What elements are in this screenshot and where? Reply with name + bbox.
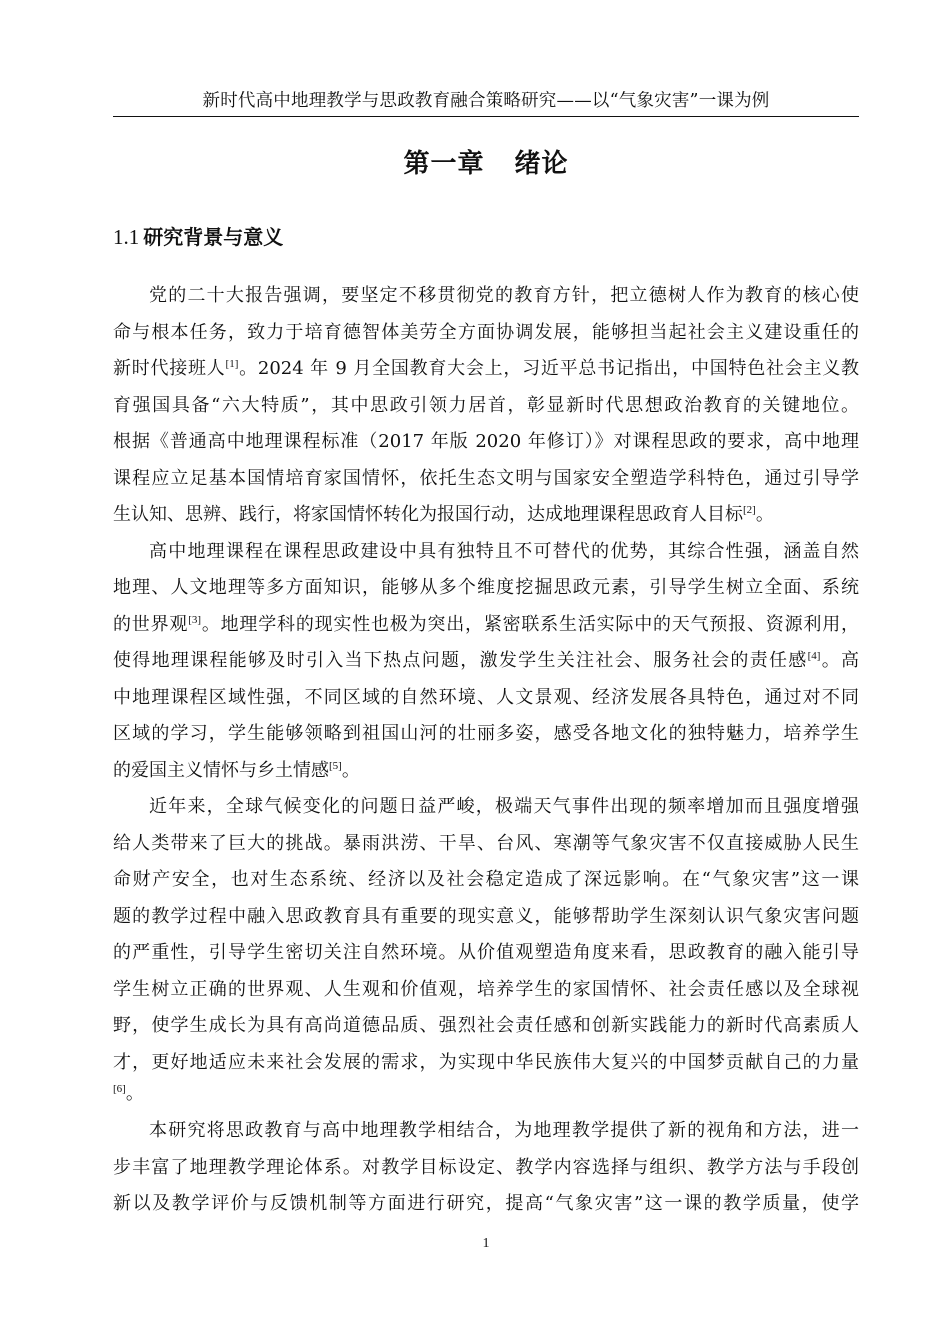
paragraph-line: 党的二十大报告强调，要坚定不移贯彻党的教育方针，把立德树人作为教育的核心使 — [149, 285, 859, 306]
paragraph-line: 高中地理课程在课程思政建设中具有独特且不可替代的优势，其综合性强，涵盖自然 — [149, 540, 859, 562]
paragraph-1 — [113, 278, 859, 534]
line-text: 生认知、思辨、践行，将家国情怀转化为报国行动，达成地理课程思政育人目标 — [113, 504, 743, 525]
paragraph-line: 学生树立正确的世界观、人生观和价值观，培养学生的家国情怀、社会责任感以及全球视 — [113, 978, 859, 1000]
line-text: 的爱国主义情怀与乡土情感 — [113, 759, 329, 781]
line-text: 。 — [755, 504, 774, 525]
paragraph-line — [113, 351, 859, 388]
line-text: 。2024 年 9 月全国教育大会上，习近平总书记指出，中国特色社会主义教 — [238, 358, 859, 379]
paragraph-line — [113, 607, 859, 644]
line-text: 的世界观 — [113, 613, 189, 635]
chapter-name: 绪论 — [514, 149, 569, 179]
section-heading — [113, 222, 283, 252]
paragraph-line: 根据《普通高中地理课程标准（2017 年版 2020 年修订）》对课程思政的要求，高中地理 — [113, 431, 859, 452]
paragraph-line: 步丰富了地理教学理论体系。对教学目标设定、教学内容选择与组织、教学方法与手段创 — [113, 1156, 859, 1178]
paragraph-line: 育强国具备“六大特质”，其中思政引领力居首，彰显新时代思想政治教育的关键地位。 — [113, 394, 859, 416]
paragraph-line: 野，使学生成长为具有高尚道德品质、强烈社会责任感和创新实践能力的新时代高素质人 — [113, 1015, 859, 1036]
paragraph-line: 命与根本任务，致力于培育德智体美劳全方面协调发展，能够担当起社会主义建设重任的 — [113, 321, 859, 343]
page-number: 1 — [482, 1236, 490, 1251]
citation: [5] — [329, 759, 342, 772]
paragraph-line — [113, 643, 859, 680]
paragraph-line: 新以及教学评价与反馈机制等方面进行研究，提高“气象灾害”这一课的教学质量，使学 — [113, 1193, 859, 1214]
header-rule — [113, 116, 859, 117]
paragraph-line: 本研究将思政教育与高中地理教学相结合，为地理教学提供了新的视角和方法，进一 — [149, 1120, 859, 1141]
paragraph-line: 地理、人文地理等多方面知识，能够从多个维度挖掘思政元素，引导学生树立全面、系统 — [113, 577, 859, 598]
line-text: 新时代接班人 — [113, 358, 226, 379]
paragraph-2 — [113, 534, 859, 790]
line-text: 。高 — [820, 650, 860, 671]
citation: [2] — [743, 504, 756, 516]
paragraph-line: 题的教学过程中融入思政教育具有重要的现实意义，能够帮助学生深刻认识气象灾害问题 — [113, 905, 859, 927]
section-number: 1.1 — [113, 225, 140, 249]
paragraph-line — [113, 753, 859, 790]
citation: [4] — [807, 650, 821, 662]
citation: [1] — [225, 358, 239, 370]
line-text: 。地理学科的现实性也极为突出，紧密联系生活实际中的天气预报、资源利用， — [201, 613, 860, 635]
body-text — [113, 278, 859, 1223]
citation: [6] — [113, 1083, 126, 1095]
section-title: 研究背景与意义 — [143, 225, 284, 249]
paragraph-line: 才，更好地适应未来社会发展的需求，为实现中华民族伟大复兴的中国梦贡献自己的力量 — [113, 1051, 859, 1073]
paragraph-line: 中地理课程区域性强，不同区域的自然环境、人文景观、经济发展各具特色，通过对不同 — [113, 686, 859, 708]
paragraph-line: 区域的学习，学生能够领略到祖国山河的壮丽多姿，感受各地文化的独特魅力，培养学生 — [113, 723, 859, 744]
paragraph-4 — [113, 1113, 859, 1223]
paragraph-line: 给人类带来了巨大的挑战。暴雨洪涝、干旱、台风、寒潮等气象灾害不仅直接威胁人民生 — [113, 832, 859, 854]
paragraph-3 — [113, 789, 859, 1113]
line-text: 。 — [341, 759, 360, 781]
chapter-title — [113, 146, 859, 182]
paragraph-line — [113, 497, 859, 534]
citation: [3] — [188, 613, 202, 626]
paragraph-line: 课程应立足基本国情培育家国情怀，依托生态文明与国家安全塑造学科特色，通过引导学 — [113, 467, 859, 489]
paragraph-line: 命财产安全，也对生态系统、经济以及社会稳定造成了深远影响。在“气象灾害”这一课 — [113, 869, 859, 890]
line-text: 。 — [125, 1083, 144, 1104]
chapter-label: 第一章 — [403, 149, 485, 179]
paragraph-line: 近年来，全球气候变化的问题日益严峻，极端天气事件出现的频率增加而且强度增强 — [149, 796, 859, 817]
running-header: 新时代高中地理教学与思政教育融合策略研究——以“气象灾害”一课为例 — [202, 91, 770, 111]
paragraph-line: 的严重性，引导学生密切关注自然环境。从价值观塑造角度来看，思政教育的融入能引导 — [113, 942, 859, 963]
paragraph-line — [113, 1081, 859, 1113]
line-text: 使得地理课程能够及时引入当下热点问题，激发学生关注社会、服务社会的责任感 — [113, 650, 808, 671]
